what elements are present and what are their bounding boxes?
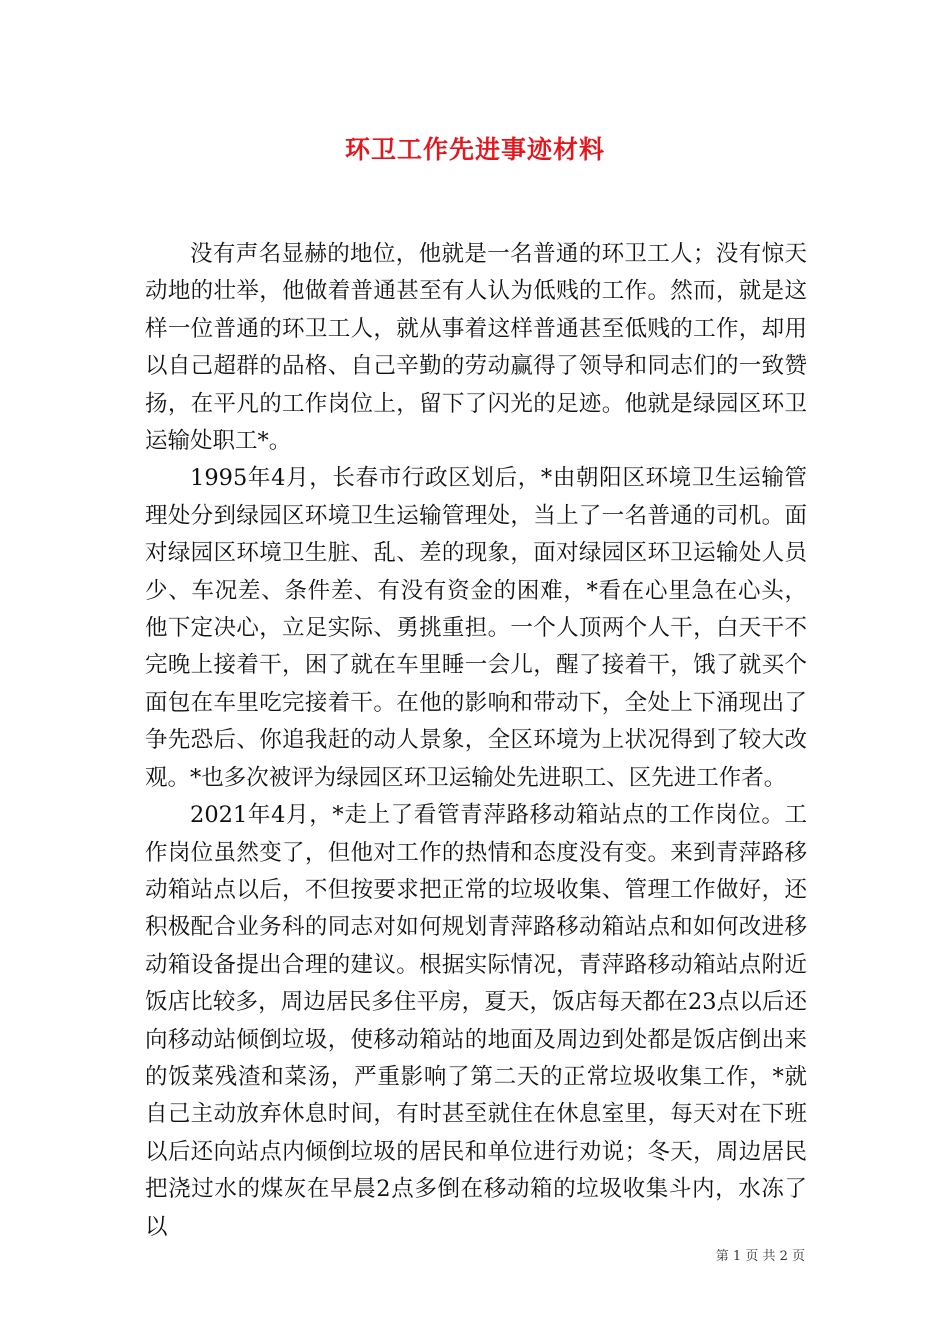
page-number: 第 1 页 共 2 页 <box>715 1249 805 1264</box>
paragraph: 没有声名显赫的地位，他就是一名普通的环卫工人；没有惊天动地的壮举，他做着普通甚至有人认为低贱的工作。然而，就是这样一位普通的环卫工人，就从事着这样普通甚至低贱的工作，却用以自己超群的品格、自己辛勤的劳动赢得了领导和同志们的一致赞扬，在平凡的工作岗位上，留下了闪光的足迹。他就是绿园区环卫运输处职工*。 <box>145 241 807 455</box>
document-title: 环卫工作先进事迹材料 <box>344 135 605 164</box>
paragraph: 2021年4月，*走上了看管青萍路移动箱站点的工作岗位。工作岗位虽然变了，但他对工作的热情和态度没有变。来到青萍路移动箱站点以后，不但按要求把正常的垃圾收集、管理工作做好，还积极配合业务科的同志对如何规划青萍路移动箱站点和如何改进移动箱设备提出合理的建议。根据实际情况，青萍路移动箱站点附近饭店比较多，周边居民多住平房，夏天，饭店每天都在23点以后还向移动站倾倒垃圾，使移动箱站的地面及周边到处都是饭店倒出来的饭菜残渣和菜汤，严重影响了第二天的正常垃圾收集工作，*就自己主动放弃休息时间，有时甚至就住在休息室里，每天对在下班以后还向站点内倾倒垃圾的居民和单位进行劝说；冬天，周边居民把浇过水的煤灰在早晨2点多倒在移动箱的垃圾收集斗内，水冻了以 <box>145 802 807 1240</box>
paragraph: 1995年4月，长春市行政区划后，*由朝阳区环境卫生运输管理处分到绿园区环境卫生运输管理处，当上了一名普通的司机。面对绿园区环境卫生脏、乱、差的现象，面对绿园区环卫运输处人员少、车况差、条件差、有没有资金的困难，*看在心里急在心头，他下定决心，立足实际、勇挑重担。一个人顶两个人干，白天干不完晚上接着干，困了就在车里睡一会儿，醒了接着干，饿了就买个面包在车里吃完接着干。在他的影响和带动下，全处上下涌现出了争先恐后、你追我赶的动人景象，全区环境为上状况得到了较大改观。*也多次被评为绿园区环卫运输处先进职工、区先进工作者。 <box>145 465 807 791</box>
document-body <box>145 236 807 1246</box>
